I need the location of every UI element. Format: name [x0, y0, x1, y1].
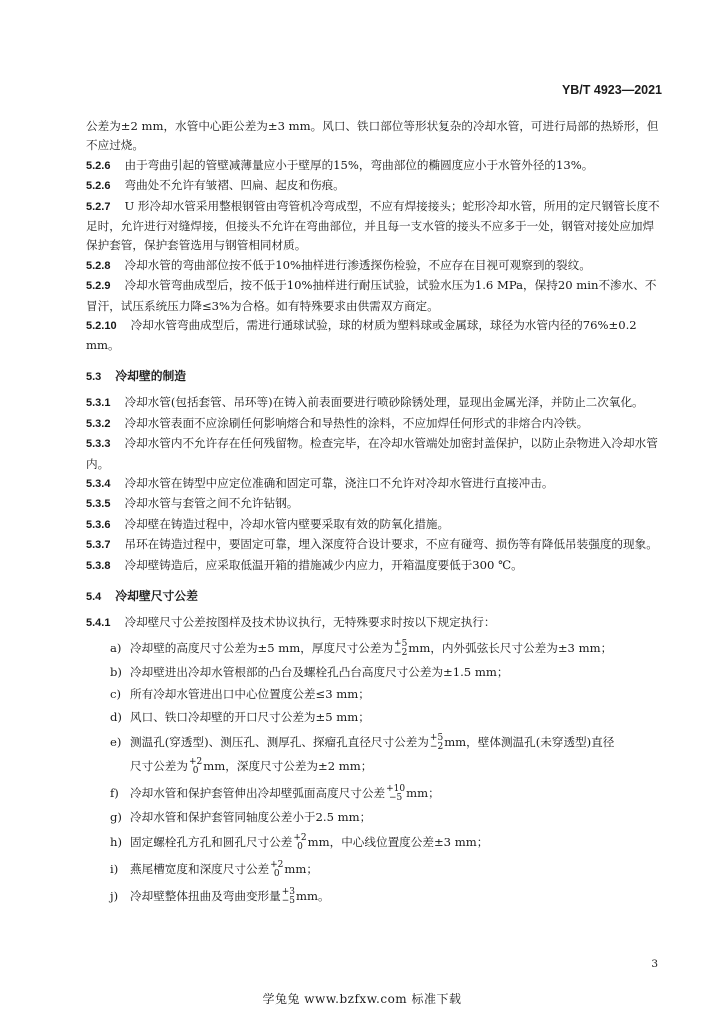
clause-5-3-4: 5.3.4 冷却水管在铸型中应定位准确和固定可靠，浇注口不允许对冷却水管进行直接冲击。 — [86, 475, 554, 490]
list-item-e: e) 测温孔(穿透型)、测压孔、测厚孔、探瘤孔直径尺寸公差为 +5 −2 mm，壁体测温孔(未穿透型)直径 尺寸公差为 +2 0 mm，深度尺寸公差为±2 mm； — [110, 732, 615, 776]
clause-5-3-5: 5.3.5 冷却水管与套管之间不允许钻钢。 — [86, 496, 299, 511]
list-item-g: g) 冷却水管和保护套管同轴度公差小于2.5 mm； — [110, 809, 372, 824]
clause-5-2-7: 5.2.7 U 形冷却水管采用整根钢管由弯管机冷弯成型，不应有焊接接头；蛇形冷却水管，所用的定尺钢管长度不足时，允许进行对缝焊接，但接头不允许在弯曲部位，并且每一支水管的接头不应多于一处，钢管对接处应加焊保护套管，保护套管选用与钢管相同材质。 — [86, 198, 660, 253]
document-body — [86, 117, 660, 911]
section-heading-5-3: 5.3 冷却壁的制造 — [86, 368, 187, 383]
list-item-c: c) 所有冷却水管进出口中心位置度公差≤3 mm； — [110, 687, 370, 702]
tolerance: +5 −2 — [429, 732, 444, 752]
tolerance: +2 0 — [270, 860, 284, 880]
list-item-h: h) 固定螺栓孔方孔和圆孔尺寸公差 +2 0 mm，中心线位置度公差±3 mm； — [110, 833, 489, 853]
page-number: 3 — [651, 958, 658, 970]
clause-5-3-1: 5.3.1 冷却水管(包括套管、吊环等)在铸入前表面要进行喷砂除锈处理，显现出金属光泽，并防止二次氧化。 — [86, 395, 644, 410]
tolerance: +5 −2 — [394, 638, 408, 658]
clause-5-2-8: 5.2.8 冷却水管的弯曲部位按不低于10%抽样进行渗透探伤检验，不应存在目视可观察到的裂纹。 — [86, 257, 591, 272]
clause-5-2-10: 5.2.10 冷却水管弯曲成型后，需进行通球试验，球的材质为塑料球或金属球，球径为水管内径的76%±0.2 mm。 — [86, 318, 637, 353]
paragraph-continuation: 公差为±2 mm，水管中心距公差为±3 mm。风口、铁口部位等形状复杂的冷却水管，可进行局部的热矫形，但不应过烧。 — [86, 119, 659, 153]
tolerance: +10 −5 — [386, 783, 406, 803]
standard-code: YB/T 4923—2021 — [561, 83, 662, 97]
list-item-f: f) 冷却水管和保护套管伸出冷却壁弧面高度尺寸公差 +10 −5 mm； — [110, 783, 440, 803]
footer-watermark: 学兔兔 www.bzfxw.com 标准下载 — [262, 992, 462, 1006]
list-item-i: i) 燕尾槽宽度和深度尺寸公差 +2 0 mm； — [110, 860, 319, 880]
tolerance: +2 0 — [188, 756, 203, 776]
clause-5-3-7: 5.3.7 吊环在铸造过程中，要固定可靠，埋入深度符合设计要求，不应有碰弯、损伤等有降低吊装强度的现象。 — [86, 537, 658, 552]
clause-5-3-2: 5.3.2 冷却水管表面不应涂刷任何影响熔合和导热性的涂料，不应加焊任何形式的非熔合内冷铁。 — [86, 415, 589, 430]
list-item-d: d) 风口、铁口冷却壁的开口尺寸公差为±5 mm； — [110, 709, 370, 724]
clause-5-2-6: 5.2.6 弯曲处不允许有皱褶、凹扁、起皮和伤痕。 — [86, 178, 345, 193]
clause-5-4-1: 5.4.1 冷却壁尺寸公差按图样及技术协议执行，无特殊要求时按以下规定执行： — [86, 615, 496, 630]
clause-5-3-8: 5.3.8 冷却壁铸造后，应采取低温开箱的措施减少内应力，开箱温度要低于300 ℃。 — [86, 557, 523, 572]
clause-5-2-9: 5.2.9 冷却水管弯曲成型后，按不低于10%抽样进行耐压试验，试验水压为1.6 MPa，保持20 min不渗水、不冒汗，试压系统压力降≤3%为合格。如有特殊要求由供需双方商定。 — [86, 278, 657, 313]
clause-5-3-3: 5.3.3 冷却水管内不允许存在任何残留物。检查完毕，在冷却水管端处加密封盖保护，以防止杂物进入冷却水管内。 — [86, 436, 658, 471]
section-heading-5-4: 5.4 冷却壁尺寸公差 — [86, 588, 198, 603]
tolerance: +2 0 — [293, 833, 307, 853]
list-item-b: b) 冷却壁进出冷却水管根部的凸台及螺栓孔凸台高度尺寸公差为±1.5 mm； — [110, 664, 509, 679]
clause-5-3-6: 5.3.6 冷却壁在铸造过程中，冷却水管内壁要采取有效的防氧化措施。 — [86, 516, 450, 531]
clause-5-2-5: 5.2.6 由于弯曲引起的管壁减薄量应小于壁厚的15%，弯曲部位的椭圆度应小于水管外径的13%。 — [86, 157, 594, 172]
list-item-j: j) 冷却壁整体扭曲及弯曲变形量 +3 −5 mm。 — [110, 887, 330, 907]
list-item-a: a) 冷却壁的高度尺寸公差为±5 mm，厚度尺寸公差为 +5 −2 mm，内外弧弦长尺寸公差为±3 mm； — [110, 638, 613, 658]
tolerance: +3 −5 — [281, 887, 296, 907]
